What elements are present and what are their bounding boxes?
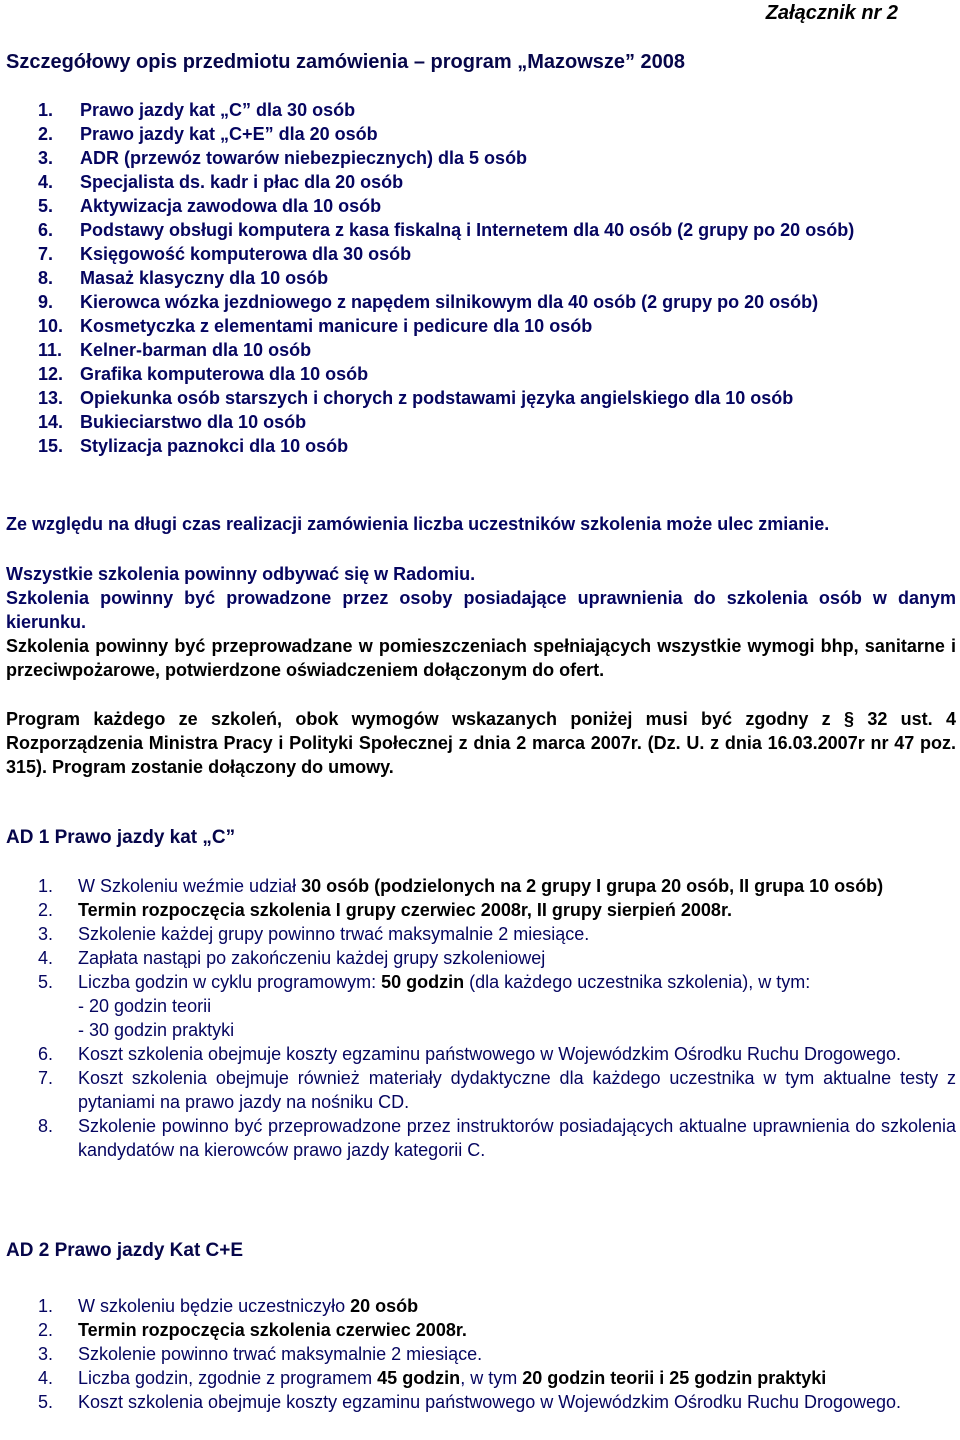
- item-number: 4.: [38, 948, 54, 968]
- item-text: Prawo jazdy kat „C” dla 30 osób: [80, 100, 356, 120]
- item-number: 4.: [38, 172, 54, 192]
- item-number: 8.: [38, 268, 54, 288]
- item-text-bold: Termin rozpoczęcia szkolenia czerwiec 2008r.: [78, 1320, 467, 1340]
- list-item: [38, 1390, 956, 1414]
- item-text: Zapłata nastąpi po zakończeniu każdej grupy szkoleniowej: [78, 948, 546, 968]
- note-trainers: Szkolenia powinny być prowadzone przez osoby posiadające uprawnienia do szkolenia osób w danym kierunku.: [6, 588, 956, 632]
- list-item: [38, 1114, 956, 1162]
- item-number: 5.: [38, 196, 54, 216]
- item-text-bold: 50 godzin: [381, 972, 465, 992]
- item-number: 1.: [38, 876, 54, 896]
- list-item: [38, 1042, 956, 1066]
- list-item: [38, 434, 956, 458]
- sub-item: - 30 godzin praktyki: [78, 1020, 235, 1040]
- list-item: [38, 290, 956, 314]
- item-text-bold: Termin rozpoczęcia szkolenia I grupy czerwiec 2008r, II grupy sierpień 2008r.: [78, 900, 732, 920]
- list-item: [38, 266, 956, 290]
- item-text: W szkoleniu będzie uczestniczyło: [78, 1296, 351, 1316]
- note-location: Wszystkie szkolenia powinny odbywać się w Radomiu.: [6, 564, 476, 584]
- list-item: [38, 898, 956, 922]
- item-number: 4.: [38, 1368, 54, 1388]
- sub-item: - 20 godzin teorii: [78, 996, 212, 1016]
- list-item: [38, 970, 956, 1042]
- item-text: Kelner-barman dla 10 osób: [80, 340, 312, 360]
- item-text: Podstawy obsługi komputera z kasa fiskalną i Internetem dla 40 osób (2 grupy po 20 osób): [80, 220, 855, 240]
- item-text: Grafika komputerowa dla 10 osób: [80, 364, 369, 384]
- note-program: Program każdego ze szkoleń, obok wymogów wskazanych poniżej musi być zgodny z § 32 ust. 4 Rozporządzenia Ministra Pracy i Polityki Społecznej z dnia 2 marca 2007r. (Dz. U. z dnia 16.03.2007r nr 47 poz. 315). Program zostanie dołączony do umowy.: [6, 709, 956, 777]
- item-number: 15.: [38, 436, 64, 456]
- item-number: 11.: [38, 340, 63, 360]
- item-text: Specjalista ds. kadr i płac dla 20 osób: [80, 172, 404, 192]
- item-number: 3.: [38, 148, 54, 168]
- item-text: ADR (przewóz towarów niebezpiecznych) dla 5 osób: [80, 148, 528, 168]
- item-number: 2.: [38, 900, 54, 920]
- list-item: [38, 218, 956, 242]
- item-text: Opiekunka osób starszych i chorych z podstawami języka angielskiego dla 10 osób: [80, 388, 794, 408]
- item-text: W Szkoleniu weźmie udział: [78, 876, 302, 896]
- item-text: Masaż klasyczny dla 10 osób: [80, 268, 329, 288]
- list-item: [38, 98, 956, 122]
- item-number: 13.: [38, 388, 64, 408]
- item-number: 2.: [38, 124, 54, 144]
- item-text: Kosmetyczka z elementami manicure i pedicure dla 10 osób: [80, 316, 593, 336]
- item-number: 9.: [38, 292, 54, 312]
- item-text: Stylizacja paznokci dla 10 osób: [80, 436, 349, 456]
- list-item: [38, 314, 956, 338]
- list-item: [38, 242, 956, 266]
- course-list: [38, 98, 956, 458]
- list-item: [38, 146, 956, 170]
- item-number: 6.: [38, 1044, 54, 1064]
- item-number: 1.: [38, 100, 54, 120]
- item-text: Koszt szkolenia obejmuje koszty egzaminu państwowego w Wojewódzkim Ośrodku Ruchu Drogowego.: [78, 1044, 902, 1064]
- item-number: 6.: [38, 220, 54, 240]
- item-text: Koszt szkolenia obejmuje koszty egzaminu państwowego w Wojewódzkim Ośrodku Ruchu Drogowego.: [78, 1392, 902, 1412]
- list-item: [38, 338, 956, 362]
- item-number: 14.: [38, 412, 64, 432]
- document-title: Szczegółowy opis przedmiotu zamówienia – program „Mazowsze” 2008: [6, 51, 686, 73]
- item-number: 10.: [38, 316, 64, 336]
- list-item: [38, 362, 956, 386]
- attachment-label: Załącznik nr 2: [765, 2, 898, 24]
- section-heading-ad2: AD 2 Prawo jazdy Kat C+E: [6, 1240, 244, 1261]
- item-text: (dla każdego uczestnika szkolenia), w tym:: [464, 972, 811, 992]
- item-text-bold: 20 osób: [350, 1296, 419, 1316]
- list-item: [38, 410, 956, 434]
- list-item: [38, 946, 956, 970]
- item-number: 3.: [38, 924, 54, 944]
- note-premises: Szkolenia powinny być przeprowadzane w pomieszczeniach spełniających wszystkie wymogi bhp, sanitarne i przeciwpożarowe, potwierdzone oświadczeniem dołączonym do ofert.: [6, 636, 956, 680]
- section-heading-ad1: AD 1 Prawo jazdy kat „C”: [6, 827, 236, 848]
- item-number: 3.: [38, 1344, 54, 1364]
- item-text: Kierowca wózka jezdniowego z napędem silnikowym dla 40 osób (2 grupy po 20 osób): [80, 292, 819, 312]
- item-text: Liczba godzin w cyklu programowym:: [78, 972, 382, 992]
- list-item: [38, 1342, 956, 1366]
- item-text: Koszt szkolenia obejmuje również materiały dydaktyczne dla każdego uczestnika w tym aktualne testy z pytaniami na prawo jazdy na nośniku CD.: [78, 1068, 956, 1112]
- item-text: Księgowość komputerowa dla 30 osób: [80, 244, 412, 264]
- list-item: [38, 170, 956, 194]
- list-item: [38, 1318, 956, 1342]
- item-text: Liczba godzin, zgodnie z programem: [78, 1368, 378, 1388]
- item-text: Szkolenie powinno trwać maksymalnie 2 miesiące.: [78, 1344, 483, 1364]
- item-number: 5.: [38, 1392, 54, 1412]
- list-item: [38, 1066, 956, 1114]
- list-item: [38, 874, 956, 898]
- list-item: [38, 386, 956, 410]
- item-text-bold: 30 osób (podzielonych na 2 grupy I grupa 20 osób, II grupa 10 osób): [301, 876, 884, 896]
- item-text: , w tym: [460, 1368, 523, 1388]
- list-item: [38, 1294, 956, 1318]
- item-number: 12.: [38, 364, 64, 384]
- item-number: 7.: [38, 244, 54, 264]
- item-text: Aktywizacja zawodowa dla 10 osób: [80, 196, 382, 216]
- item-number: 2.: [38, 1320, 54, 1340]
- item-text: Szkolenie każdej grupy powinno trwać maksymalnie 2 miesiące.: [78, 924, 590, 944]
- list-item: [38, 122, 956, 146]
- item-number: 1.: [38, 1296, 54, 1316]
- note-participants: Ze względu na długi czas realizacji zamówienia liczba uczestników szkolenia może ulec zmianie.: [6, 514, 830, 534]
- list-item: [38, 194, 956, 218]
- item-number: 8.: [38, 1116, 54, 1136]
- item-number: 5.: [38, 972, 54, 992]
- item-text-bold: 45 godzin: [377, 1368, 461, 1388]
- item-text: Prawo jazdy kat „C+E” dla 20 osób: [80, 124, 378, 144]
- item-text-bold: 20 godzin teorii i 25 godzin praktyki: [522, 1368, 827, 1388]
- list-item: [38, 922, 956, 946]
- ad1-list: [38, 874, 956, 1162]
- list-item: [38, 1366, 956, 1390]
- item-text: Szkolenie powinno być przeprowadzone przez instruktorów posiadających aktualne uprawnienia do szkolenia kandydatów na kierowców prawo jazdy kategorii C.: [78, 1116, 956, 1160]
- item-number: 7.: [38, 1068, 54, 1088]
- ad2-list: [38, 1294, 956, 1414]
- item-text: Bukieciarstwo dla 10 osób: [80, 412, 307, 432]
